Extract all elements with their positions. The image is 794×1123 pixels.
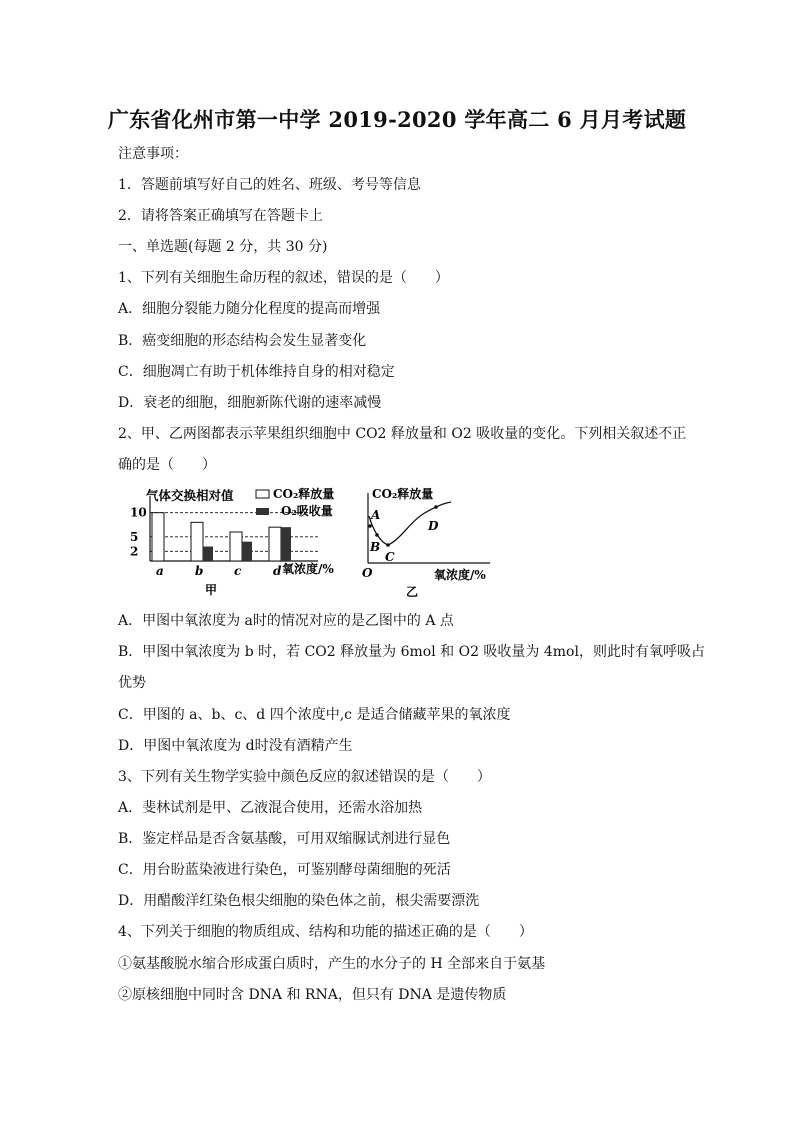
bar-co2 bbox=[230, 532, 242, 561]
question-stem: 确的是（ ） bbox=[118, 457, 216, 473]
jia-category-label: d bbox=[273, 564, 282, 578]
option: A．斐林试剂是甲、乙液混合使用，还需水浴加热 bbox=[118, 800, 423, 816]
yi-curve bbox=[369, 502, 451, 545]
notes-item: 1．答题前填写好自己的姓名、班级、考号等信息 bbox=[118, 177, 421, 193]
section-heading: 一、单选题(每题 2 分，共 30 分) bbox=[118, 239, 328, 255]
jia-caption: 甲 bbox=[205, 583, 218, 597]
jia-category-label: b bbox=[195, 564, 204, 578]
legend-o2: O₂吸收量 bbox=[281, 504, 333, 518]
question-stem: 4、下列关于细胞的物质组成、结构和功能的描述正确的是（ ） bbox=[118, 924, 533, 940]
bar-co2 bbox=[269, 527, 281, 561]
jia-bars bbox=[152, 513, 291, 578]
jia-xlabel: 氧浓度/% bbox=[282, 562, 334, 576]
yi-point bbox=[386, 543, 390, 547]
page-title: 广东省化州市第一中学 2019-2020 学年高二 6 月月考试题 bbox=[107, 107, 687, 132]
option-continuation: 优势 bbox=[118, 675, 146, 691]
option: B．甲图中氧浓度为 b 时，若 CO2 释放量为 6mol 和 O2 吸收量为 4mol，则此时有氧呼吸占 bbox=[118, 644, 705, 660]
yi-point bbox=[375, 533, 379, 537]
bar-o2 bbox=[281, 527, 291, 561]
question-stem: 2、甲、乙两图都表示苹果组织细胞中 CO2 释放量和 O2 吸收量的变化。下列相关叙述不正 bbox=[118, 426, 687, 442]
option: A．甲图中氧浓度为 a时的情况对应的是乙图中的 A 点 bbox=[118, 613, 454, 629]
statement: ②原核细胞中同时含 DNA 和 RNA，但只有 DNA 是遗传物质 bbox=[118, 987, 507, 1003]
option: D．衰老的细胞，细胞新陈代谢的速率减慢 bbox=[118, 395, 382, 411]
jia-category-label: c bbox=[234, 564, 242, 578]
yi-xlabel: 氧浓度/% bbox=[434, 568, 486, 582]
legend-swatch-co2 bbox=[256, 490, 269, 498]
yi-point-label: A bbox=[371, 508, 381, 522]
jia-ylabel: 气体交换相对值 bbox=[146, 488, 234, 503]
figure-jia-yi bbox=[118, 478, 518, 608]
yi-point-label: B bbox=[370, 540, 381, 554]
legend-swatch-o2 bbox=[256, 508, 269, 515]
question-stem: 3、下列有关生物学实验中颜色反应的叙述错误的是（ ） bbox=[118, 769, 491, 785]
bar-co2 bbox=[191, 522, 203, 561]
yi-point-label: C bbox=[385, 550, 395, 564]
option: B．鉴定样品是否含氨基酸，可用双缩脲试剂进行显色 bbox=[118, 831, 451, 847]
bar-o2 bbox=[203, 547, 213, 562]
option: C．细胞凋亡有助于机体维持自身的相对稳定 bbox=[118, 364, 395, 380]
statement: ①氨基酸脱水缩合形成蛋白质时，产生的水分子的 H 全部来自于氨基 bbox=[118, 956, 546, 972]
jia-category-label: a bbox=[156, 564, 164, 578]
legend-co2: CO₂释放量 bbox=[273, 487, 335, 501]
yi-point bbox=[434, 505, 438, 509]
option: D．用醋酸洋红染色根尖细胞的染色体之前，根尖需要漂洗 bbox=[118, 893, 480, 909]
jia-ytick-label: 2 bbox=[130, 544, 139, 559]
yi-point-label: D bbox=[428, 519, 439, 533]
option: B．癌变细胞的形态结构会发生显著变化 bbox=[118, 333, 367, 349]
bar-co2 bbox=[152, 513, 164, 561]
figure-svg bbox=[118, 478, 518, 608]
jia-ytick-label: 5 bbox=[130, 529, 139, 544]
bar-o2 bbox=[242, 542, 252, 561]
question-stem: 1、下列有关细胞生命历程的叙述，错误的是（ ） bbox=[118, 270, 449, 286]
option: C．甲图的 a、b、c、d 四个浓度中,c 是适合储藏苹果的氧浓度 bbox=[118, 707, 511, 723]
yi-point bbox=[368, 524, 372, 528]
notes-heading: 注意事项： bbox=[118, 146, 188, 162]
yi-origin: O bbox=[362, 566, 373, 580]
jia-ytick-label: 10 bbox=[130, 505, 147, 520]
yi-caption: 乙 bbox=[406, 585, 419, 599]
notes-item: 2．请将答案正确填写在答题卡上 bbox=[118, 208, 323, 224]
option: A．细胞分裂能力随分化程度的提高而增强 bbox=[118, 301, 381, 317]
option: D．甲图中氧浓度为 d时没有酒精产生 bbox=[118, 738, 353, 754]
option: C．用台盼蓝染液进行染色，可鉴别酵母菌细胞的死活 bbox=[118, 862, 451, 878]
yi-ylabel: CO₂释放量 bbox=[372, 487, 434, 501]
